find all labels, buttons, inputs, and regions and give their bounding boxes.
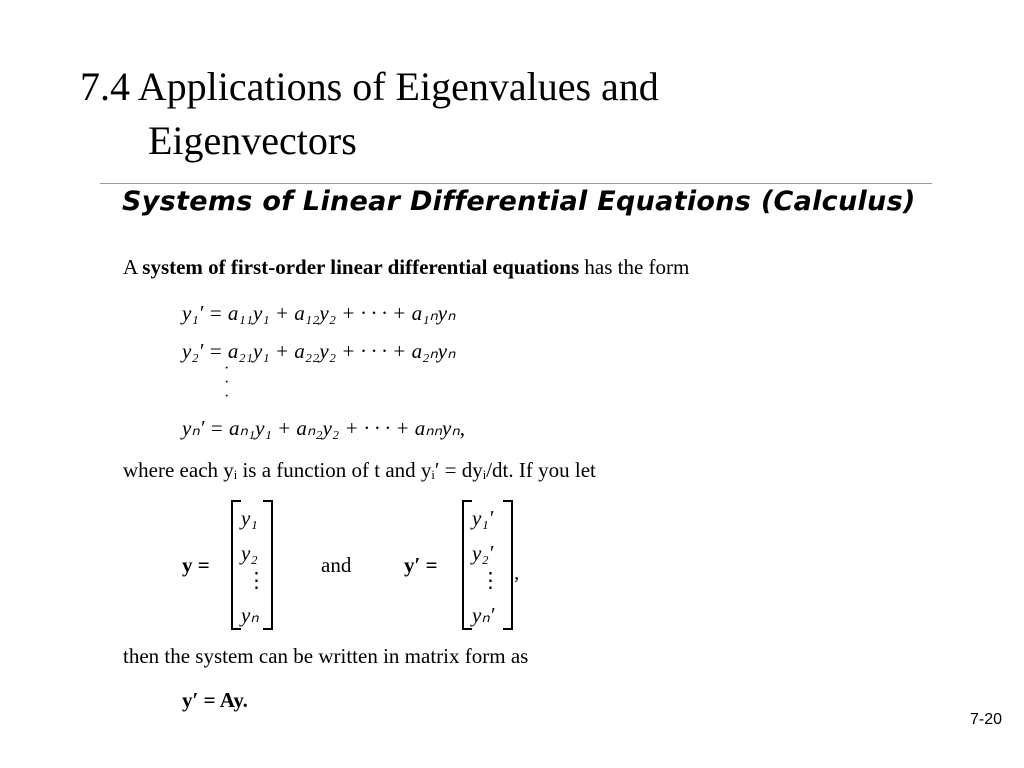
title-line-2: Eigenvectors: [148, 118, 357, 163]
title-line-1: 7.4 Applications of Eigenvalues and: [80, 64, 659, 109]
y-col-cell: y₁: [241, 506, 258, 530]
y-col-cell: ⋮: [246, 568, 267, 592]
final-equation: [182, 688, 248, 713]
intro-bold-term: system of first-order linear differential equations: [142, 255, 580, 279]
intro-paragraph: [123, 255, 689, 280]
left-bracket: [462, 500, 472, 630]
where-paragraph: where each yᵢ is a function of t and yᵢ′ = dyᵢ/dt. If you let: [123, 458, 596, 482]
trailing-comma: ,: [514, 560, 520, 584]
section-heading: Systems of Linear Differential Equations (Calculus): [122, 186, 916, 217]
intro-suffix: has the form: [579, 255, 690, 279]
vertical-ellipsis: · · ·: [224, 360, 230, 405]
yprime-col-cell: y₂′: [472, 541, 494, 565]
y-col-cell: yₙ: [241, 603, 259, 627]
then-paragraph: then the system can be written in matrix form as: [123, 644, 529, 668]
yprime-col-cell: ⋮: [480, 568, 501, 592]
equation-1: y₁′ = a₁₁y₁ + a₁₂y₂ + · · · + a₁ₙyₙ: [182, 301, 456, 325]
matrix-yprime-lhs: y′ =: [404, 553, 438, 577]
equation-n: yₙ′ = aₙ₁y₁ + aₙ₂y₂ + · · · + aₙₙyₙ,: [182, 416, 465, 440]
yprime-col-cell: yₙ′: [472, 603, 495, 627]
right-bracket: [503, 500, 513, 630]
intro-prefix: A: [123, 255, 143, 279]
page-number: 7-20: [969, 711, 1002, 728]
matrix-y-lhs: y =: [182, 553, 210, 577]
right-bracket: [263, 500, 273, 630]
slide-title: [80, 60, 659, 168]
divider: [100, 183, 932, 184]
yprime-col-cell: y₁′: [472, 506, 494, 530]
final-equation-text: y′ = Ay.: [182, 688, 248, 712]
y-col-cell: y₂: [241, 541, 258, 565]
equation-2: y₂′ = a₂₁y₁ + a₂₂y₂ + · · · + a₂ₙyₙ: [182, 339, 456, 363]
left-bracket: [231, 500, 241, 630]
and-word: and: [321, 553, 352, 577]
